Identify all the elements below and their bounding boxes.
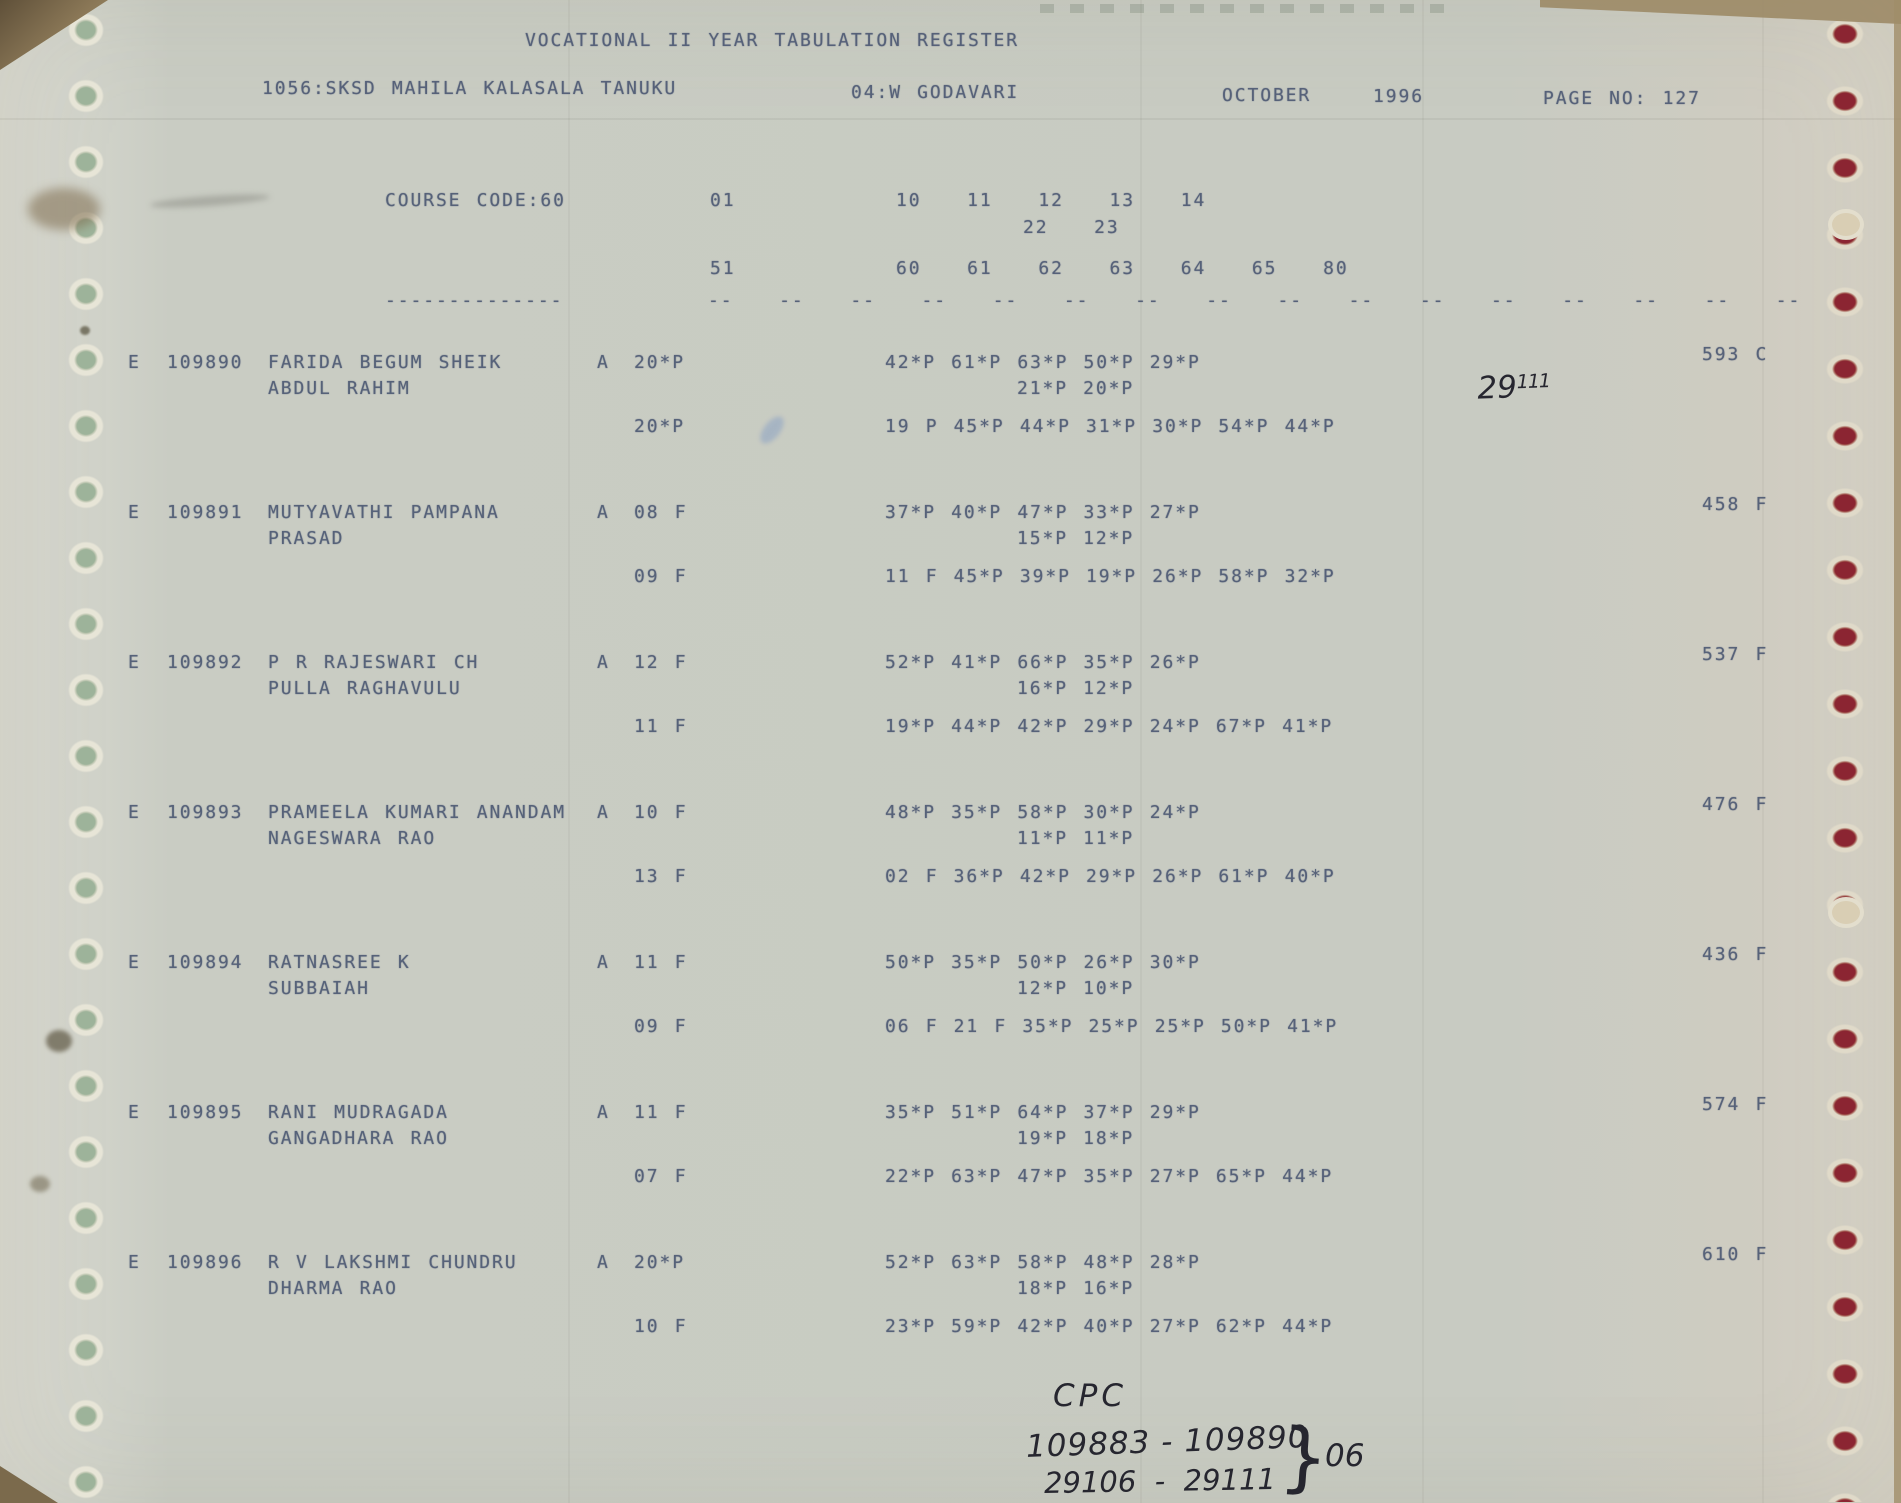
part2-marks: 19*P 44*P 42*P 29*P 24*P 67*P 41*P [885,716,1334,737]
table-row [0,1094,1901,1232]
part1-marks: 42*P 61*P 63*P 50*P 29*P [885,352,1201,373]
part1-internal: 12 F [634,652,688,673]
attendance-flag: A [597,1252,610,1273]
subject-codes-row2: 60 61 62 63 64 65 80 [896,258,1349,279]
part2-internal: 07 F [634,1166,688,1187]
horizontal-crease [0,118,1901,120]
student-name-line1: FARIDA BEGUM SHEIK [268,352,503,373]
subject-code-part2: 51 [710,258,736,279]
total-marks: 574 F [1702,1094,1769,1115]
part2-marks: 23*P 59*P 42*P 40*P 27*P 62*P 44*P [885,1316,1334,1337]
part2-marks: 19 P 45*P 44*P 31*P 30*P 54*P 44*P [885,416,1336,437]
part1-marks-extra: 11*P 11*P [1017,828,1135,849]
table-row [0,344,1901,482]
district-name: 04:W GODAVARI [851,82,1020,103]
attendance-flag: A [597,502,610,523]
part1-marks-extra: 19*P 18*P [1017,1128,1135,1149]
table-row [0,644,1901,782]
part1-marks-extra: 15*P 12*P [1017,528,1135,549]
attendance-flag: A [597,352,610,373]
subject-code-part1: 01 [710,190,736,211]
part2-internal: 11 F [634,716,688,737]
handwritten-count: 06 [1325,1438,1365,1474]
total-marks: 537 F [1702,644,1769,665]
separator-dashes-name: -------------- [385,290,564,311]
handwritten-range1: 109883 - 109890 [1025,1419,1310,1465]
part1-internal: 08 F [634,502,688,523]
roll-number: 109896 [167,1252,244,1273]
handwritten-serial-note [1436,332,1552,444]
part1-marks-extra: 12*P 10*P [1017,978,1135,999]
roll-number: 109891 [167,502,244,523]
attendance-flag: A [597,802,610,823]
part1-marks-extra: 18*P 16*P [1017,1278,1135,1299]
part1-marks: 35*P 51*P 64*P 37*P 29*P [885,1102,1201,1123]
exam-month: OCTOBER [1222,85,1312,106]
exam-flag: E [128,502,141,523]
student-name-line1: RATNASREE K [268,952,411,973]
student-name-line2: SUBBAIAH [268,978,370,999]
student-name-line1: RANI MUDRAGADA [268,1102,449,1123]
part1-marks: 50*P 35*P 50*P 26*P 30*P [885,952,1201,973]
total-marks: 436 F [1702,944,1769,965]
roll-number: 109895 [167,1102,244,1123]
separator-dashes-columns: -- -- -- -- -- -- -- -- -- -- -- -- -- -- -- -- [708,290,1802,311]
student-name-line1: R V LAKSHMI CHUNDRU [268,1252,518,1273]
exam-flag: E [128,802,141,823]
part2-marks: 22*P 63*P 47*P 35*P 27*P 65*P 44*P [885,1166,1334,1187]
handwritten-serial-main: 29 [1476,369,1518,407]
page-number: PAGE NO: 127 [1543,88,1701,109]
part2-internal: 13 F [634,866,688,887]
table-row [0,1244,1901,1382]
subject-codes-row1-sub: 22 23 [1023,217,1120,238]
total-marks: 476 F [1702,794,1769,815]
part1-marks-extra: 16*P 12*P [1017,678,1135,699]
part1-marks: 52*P 41*P 66*P 35*P 26*P [885,652,1201,673]
part2-marks: 06 F 21 F 35*P 25*P 25*P 50*P 41*P [885,1016,1339,1037]
school-name: 1056:SKSD MAHILA KALASALA TANUKU [262,78,678,99]
handwritten-range2: 29106 - 29111 [1043,1461,1277,1501]
part2-marks: 11 F 45*P 39*P 19*P 26*P 58*P 32*P [885,566,1336,587]
part1-marks: 48*P 35*P 58*P 30*P 24*P [885,802,1201,823]
part1-internal: 10 F [634,802,688,823]
student-name-line2: NAGESWARA RAO [268,828,437,849]
student-name-line2: GANGADHARA RAO [268,1128,449,1149]
part2-internal: 10 F [634,1316,688,1337]
handwritten-brace: } [1276,1410,1332,1503]
student-name-line2: PULLA RAGHAVULU [268,678,462,699]
handwritten-cpc: CPC [1053,1378,1127,1414]
part1-internal: 11 F [634,952,688,973]
roll-number: 109890 [167,352,244,373]
exam-year: 1996 [1373,86,1424,107]
part1-internal: 11 F [634,1102,688,1123]
student-name-line1: P R RAJESWARI CH [268,652,480,673]
handwritten-serial-small: 111 [1516,370,1551,394]
part1-marks: 52*P 63*P 58*P 48*P 28*P [885,1252,1201,1273]
student-name-line1: MUTYAVATHI PAMPANA [268,502,500,523]
subject-codes-row1: 10 11 12 13 14 [896,190,1207,211]
student-name-line2: PRASAD [268,528,345,549]
table-row [0,794,1901,932]
print-ghost-marks [1040,4,1460,13]
exam-flag: E [128,952,141,973]
part2-marks: 02 F 36*P 42*P 29*P 26*P 61*P 40*P [885,866,1336,887]
total-marks: 458 F [1702,494,1769,515]
exam-flag: E [128,1252,141,1273]
exam-flag: E [128,652,141,673]
roll-number: 109894 [167,952,244,973]
attendance-flag: A [597,652,610,673]
student-name-line1: PRAMEELA KUMARI ANANDAM [268,802,566,823]
roll-number: 109892 [167,652,244,673]
part1-marks: 37*P 40*P 47*P 33*P 27*P [885,502,1201,523]
attendance-flag: A [597,1102,610,1123]
part1-internal: 20*P [634,1252,685,1273]
part2-internal: 09 F [634,1016,688,1037]
part1-internal: 20*P [634,352,685,373]
table-row [0,494,1901,632]
total-marks: 593 C [1702,344,1769,365]
empty-sprocket-hole [1832,213,1860,236]
roll-number: 109893 [167,802,244,823]
part1-marks-extra: 21*P 20*P [1017,378,1135,399]
part2-internal: 20*P [634,416,685,437]
student-name-line2: DHARMA RAO [268,1278,398,1299]
student-name-line2: ABDUL RAHIM [268,378,411,399]
course-code-label: COURSE CODE:60 [385,190,566,211]
exam-flag: E [128,352,141,373]
exam-flag: E [128,1102,141,1123]
total-marks: 610 F [1702,1244,1769,1265]
page-title: VOCATIONAL II YEAR TABULATION REGISTER [525,30,1020,51]
table-row [0,944,1901,1082]
part2-internal: 09 F [634,566,688,587]
attendance-flag: A [597,952,610,973]
